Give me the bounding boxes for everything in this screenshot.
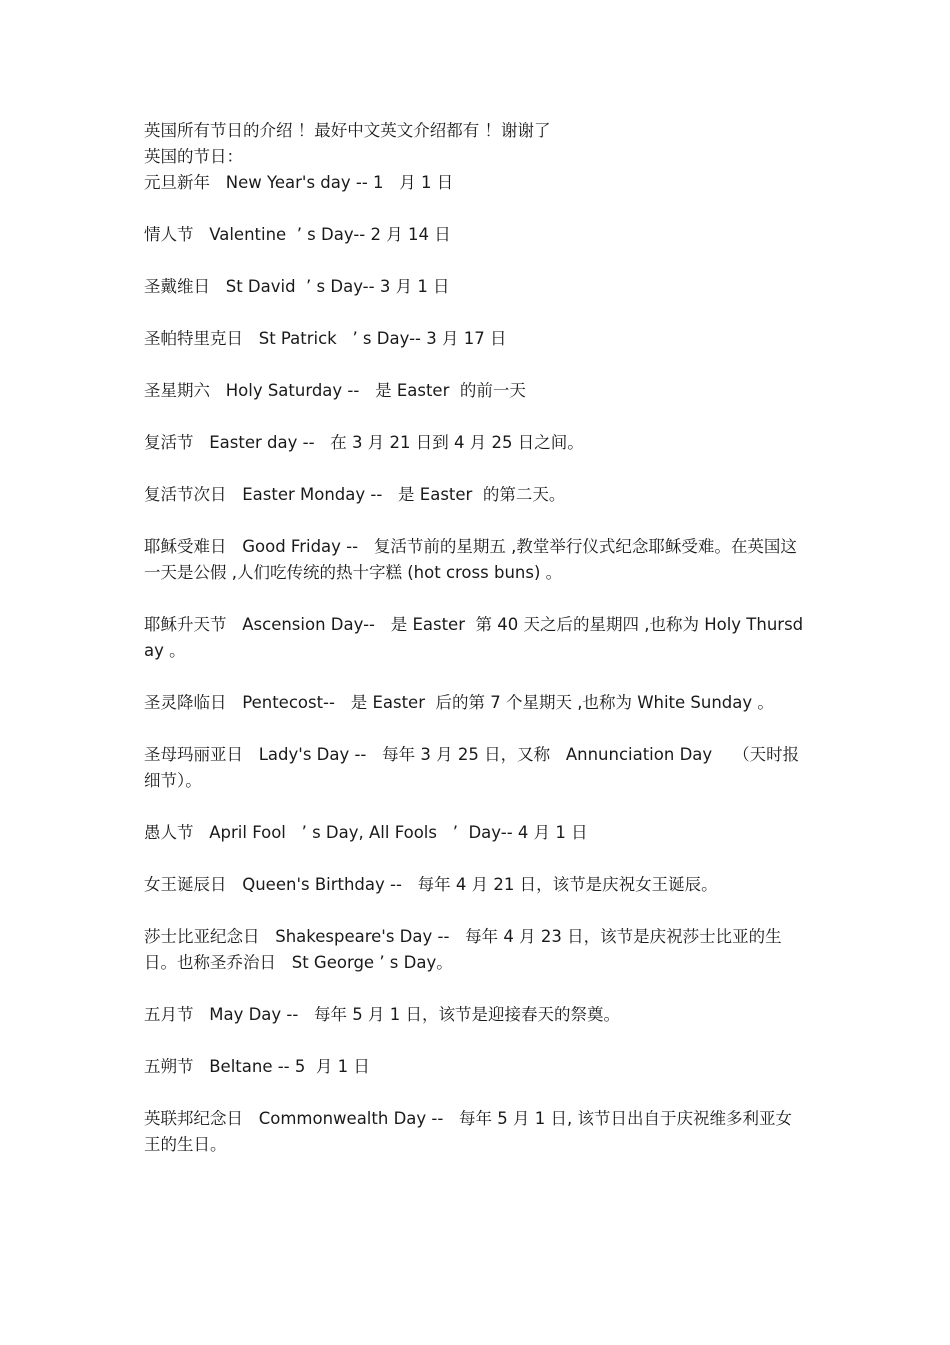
paragraph-gap xyxy=(144,716,806,742)
holiday-entry-good-friday: 耶稣受难日 Good Friday -- 复活节前的星期五 ,教堂举行仪式纪念耶稣受难。在英国这一天是公假 ,人们吃传统的热十字糕 (hot cross buns) 。 xyxy=(144,537,797,582)
paragraph-gap xyxy=(144,976,806,1002)
holiday-entry-st-patrick: 圣帕特里克日 St Patrick ’ s Day-- 3 月 17 日 xyxy=(144,329,507,348)
paragraph-gap xyxy=(144,794,806,820)
holiday-entry-easter-monday: 复活节次日 Easter Monday -- 是 Easter 的第二天。 xyxy=(144,485,566,504)
holiday-entry-may-day: 五月节 May Day -- 每年 5 月 1 日，该节是迎接春天的祭奠。 xyxy=(144,1005,621,1024)
holiday-entry-pentecost: 圣灵降临日 Pentecost-- 是 Easter 后的第 7 个星期天 ,也称为 White Sunday 。 xyxy=(144,693,774,712)
document-title: 英国所有节日的介绍 ！最好中文英文介绍都有 ！谢谢了 xyxy=(144,121,551,140)
holiday-entry-new-year: 元旦新年 New Year's day -- 1 月 1 日 xyxy=(144,173,454,192)
holiday-entry-ladys-day: 圣母玛丽亚日 Lady's Day -- 每年 3 月 25 日，又称 Annunciation Day （天时报细节）。 xyxy=(144,745,800,790)
holiday-entry-valentines: 情人节 Valentine ’ s Day-- 2 月 14 日 xyxy=(144,225,451,244)
holiday-entry-st-david: 圣戴维日 St David ’ s Day-- 3 月 1 日 xyxy=(144,277,450,296)
paragraph-gap xyxy=(144,248,806,274)
document-body xyxy=(144,118,806,1158)
document-subtitle: 英国的节日： xyxy=(144,147,243,166)
paragraph-gap xyxy=(144,196,806,222)
holiday-entry-queens-birthday: 女王诞辰日 Queen's Birthday -- 每年 4 月 21 日，该节是庆祝女王诞辰。 xyxy=(144,875,718,894)
paragraph-gap xyxy=(144,404,806,430)
paragraph-gap xyxy=(144,456,806,482)
paragraph-gap xyxy=(144,508,806,534)
paragraph-gap xyxy=(144,300,806,326)
holiday-entry-easter: 复活节 Easter day -- 在 3 月 21 日到 4 月 25 日之间。 xyxy=(144,433,584,452)
paragraph-gap xyxy=(144,352,806,378)
paragraph-gap xyxy=(144,1028,806,1054)
holiday-entry-april-fool: 愚人节 April Fool ’ s Day, All Fools ’ Day-- 4 月 1 日 xyxy=(144,823,588,842)
holiday-entry-ascension-day: 耶稣升天节 Ascension Day-- 是 Easter 第 40 天之后的星期四 ,也称为 Holy Thursday 。 xyxy=(144,615,804,660)
paragraph-gap xyxy=(144,1080,806,1106)
paragraph-gap xyxy=(144,664,806,690)
holiday-entry-commonwealth-day: 英联邦纪念日 Commonwealth Day -- 每年 5 月 1 日, 该节日出自于庆祝维多利亚女王的生日。 xyxy=(144,1109,792,1154)
holiday-entry-shakespeare-day: 莎士比亚纪念日 Shakespeare's Day -- 每年 4 月 23 日，该节是庆祝莎士比亚的生日。也称圣乔治日 St George ’ s Day。 xyxy=(144,927,782,972)
holiday-entry-holy-saturday: 圣星期六 Holy Saturday -- 是 Easter 的前一天 xyxy=(144,381,526,400)
paragraph-gap xyxy=(144,898,806,924)
holiday-entry-beltane: 五朔节 Beltane -- 5 月 1 日 xyxy=(144,1057,370,1076)
paragraph-gap xyxy=(144,846,806,872)
paragraph-gap xyxy=(144,586,806,612)
